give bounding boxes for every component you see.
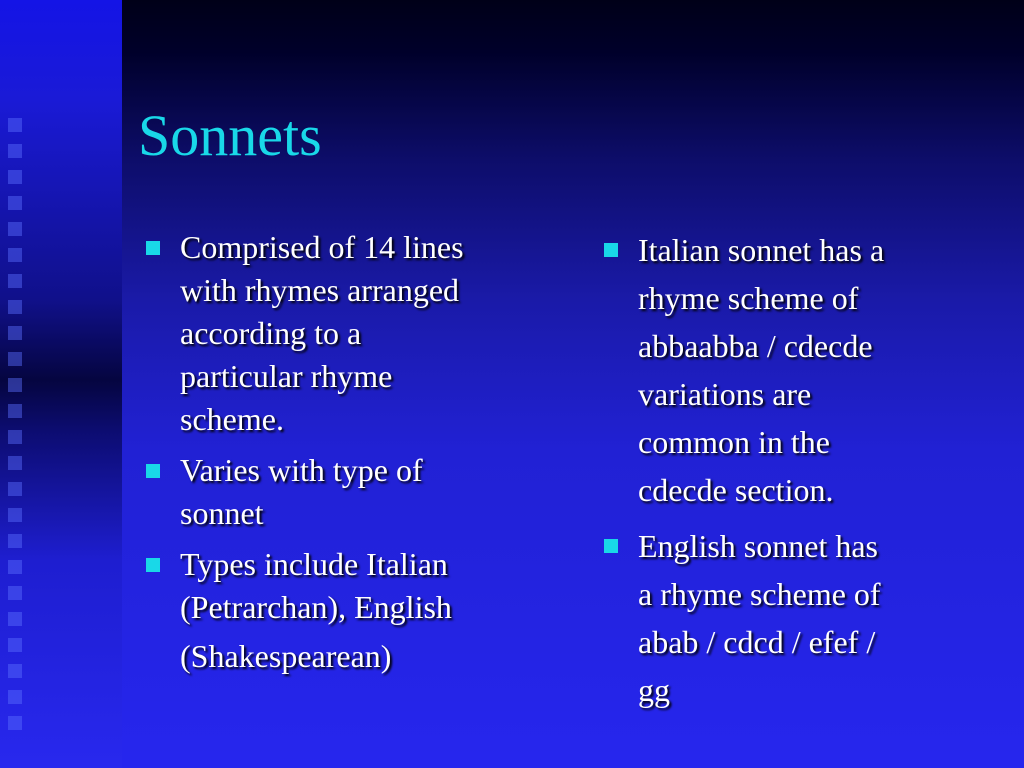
- decorative-square: [8, 586, 22, 600]
- bullet-line: rhyme scheme of: [638, 280, 859, 316]
- bullet-line: gg: [638, 672, 670, 708]
- bullet-line: common in the: [638, 424, 830, 460]
- decorative-square: [8, 482, 22, 496]
- bullet-line: Types include Italian: [180, 546, 448, 582]
- square-bullet-icon: [604, 243, 618, 257]
- decorative-square: [8, 638, 22, 652]
- decorative-square: [8, 664, 22, 678]
- bullet-line: English sonnet has: [638, 528, 878, 564]
- decorative-square: [8, 118, 22, 132]
- decorative-square: [8, 196, 22, 210]
- bullet-item: [144, 449, 544, 535]
- left-bullet-list: [144, 226, 544, 686]
- bullet-line: Comprised of 14 lines: [180, 229, 464, 265]
- right-bullet-list: [602, 226, 962, 722]
- bullet-line: Varies with type of: [180, 452, 423, 488]
- bullet-item: [144, 543, 544, 678]
- decorative-square: [8, 378, 22, 392]
- bullet-line: (Shakespearean): [180, 638, 392, 674]
- decorative-square: [8, 560, 22, 574]
- decorative-square: [8, 534, 22, 548]
- square-bullet-icon: [604, 539, 618, 553]
- decorative-square: [8, 352, 22, 366]
- decorative-square: [8, 716, 22, 730]
- bullet-line: abab / cdcd / efef /: [638, 624, 876, 660]
- decorative-square: [8, 248, 22, 262]
- decorative-square: [8, 326, 22, 340]
- decorative-square: [8, 404, 22, 418]
- square-bullet-icon: [146, 464, 160, 478]
- bullet-line: Italian sonnet has a: [638, 232, 885, 268]
- square-bullet-icon: [146, 558, 160, 572]
- bullet-item: [602, 226, 962, 514]
- bullet-line: cdecde section.: [638, 472, 834, 508]
- bullet-line: variations are: [638, 376, 812, 412]
- decorative-square: [8, 690, 22, 704]
- left-decorative-band: [0, 0, 122, 768]
- bullet-item: [144, 226, 544, 441]
- decorative-square: [8, 222, 22, 236]
- decorative-square: [8, 456, 22, 470]
- square-bullet-icon: [146, 241, 160, 255]
- decorative-square: [8, 274, 22, 288]
- decorative-square: [8, 612, 22, 626]
- bullet-line: with rhymes arranged: [180, 272, 460, 308]
- slide-title: Sonnets: [138, 103, 322, 168]
- bullet-line: sonnet: [180, 495, 264, 531]
- bullet-line: scheme.: [180, 401, 284, 437]
- bullet-line: (Petrarchan), English: [180, 589, 452, 625]
- bullet-line: according to a: [180, 315, 362, 351]
- decorative-square: [8, 508, 22, 522]
- bullet-item: [602, 522, 962, 714]
- decorative-square: [8, 170, 22, 184]
- decorative-square: [8, 300, 22, 314]
- decorative-squares: [8, 118, 24, 742]
- decorative-square: [8, 144, 22, 158]
- bullet-line: a rhyme scheme of: [638, 576, 881, 612]
- bullet-line: particular rhyme: [180, 358, 393, 394]
- decorative-square: [8, 430, 22, 444]
- bullet-line: abbaabba / cdecde: [638, 328, 873, 364]
